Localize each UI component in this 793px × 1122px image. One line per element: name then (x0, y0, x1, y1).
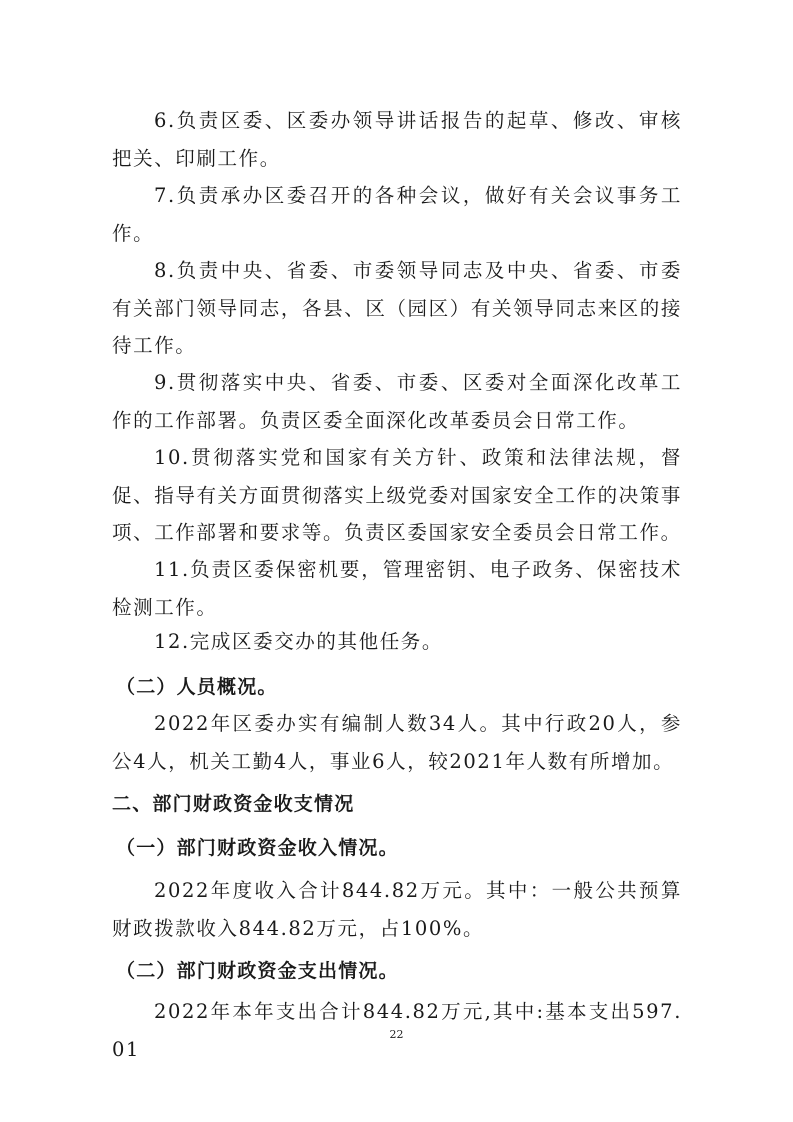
income-paragraph: 2022年度收入合计844.82万元。其中：一般公共预算财政拨款收入844.82万元，占100%。 (112, 879, 682, 940)
paragraph-item-10: 10.贯彻落实党和国家有关方针、政策和法律法规，督促、指导有关方面贯彻落实上级党委对国家安全工作的决策事项、工作部署和要求等。负责区委国家安全委员会日常工作。 (112, 446, 682, 544)
paragraph-item-9: 9.贯彻落实中央、省委、市委、区委对全面深化改革工作的工作部署。负责区委全面深化改革委员会日常工作。 (112, 371, 682, 432)
paragraph-item-6: 6.负责区委、区委办领导讲话报告的起草、修改、审核把关、印刷工作。 (112, 109, 682, 170)
staff-heading: （二）人员概况。 (116, 676, 278, 698)
staff-paragraph: 2022年区委办实有编制人数34人。其中行政20人，参公4人，机关工勤4人，事业6人，较2021年人数有所增加。 (112, 712, 682, 773)
paragraph-item-12: 12.完成区委交办的其他任务。 (154, 630, 444, 653)
income-heading: （一）部门财政资金收入情况。 (116, 837, 399, 859)
paragraph-item-8: 8.负责中央、省委、市委领导同志及中央、省委、市委有关部门领导同志，各县、区（园区）有关领导同志来区的接待工作。 (112, 259, 682, 357)
finance-section-heading: 二、部门财政资金收支情况 (112, 793, 355, 815)
expense-paragraph: 2022年本年支出合计844.82万元,其中:基本支出597.01 (112, 1000, 682, 1061)
paragraph-item-7: 7.负责承办区委召开的各种会议，做好有关会议事务工作。 (112, 184, 682, 245)
expense-heading: （二）部门财政资金支出情况。 (116, 960, 399, 982)
page-number: 22 (389, 1028, 404, 1041)
paragraph-item-11: 11.负责区委保密机要，管理密钥、电子政务、保密技术检测工作。 (112, 558, 682, 619)
